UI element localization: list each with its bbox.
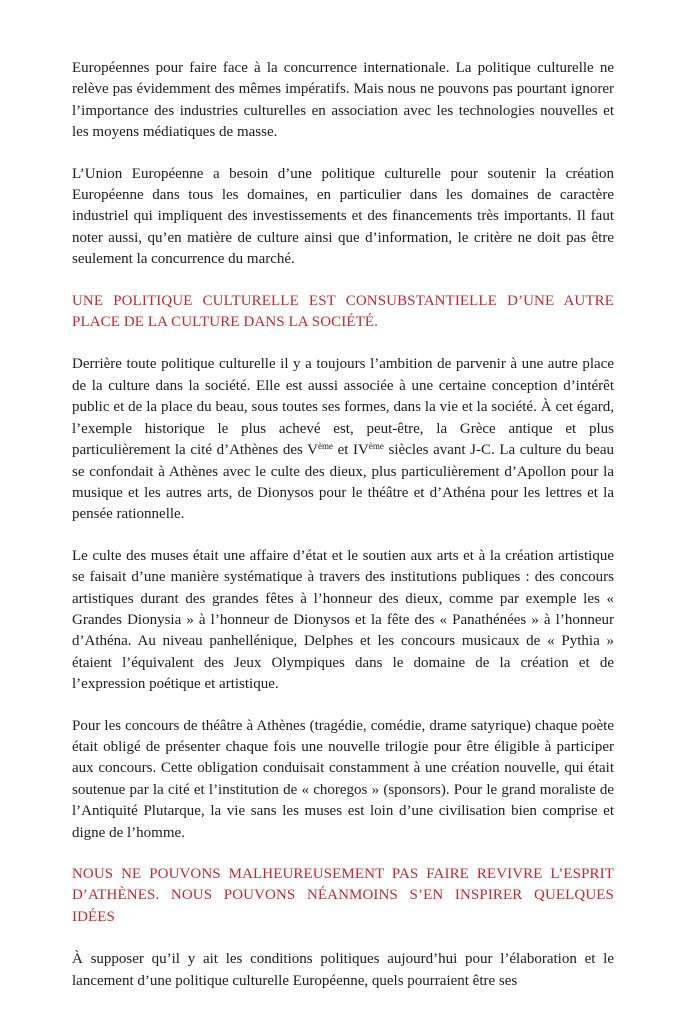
paragraph-athenes-text-b: siècles avant J-C. La culture du beau se confondait à Athènes avec le culte des dieux, plus particulièrement d’Apollon pour la musique et les autres arts, de Dionysos pour le théâtre et d’Athéna pour les lettres et la pensée rationnelle. [72, 442, 614, 523]
paragraph-conditions-politiques: À supposer qu’il y ait les conditions politiques aujourd’hui pour l’élaboration et le lancement d’une politique culturelle Européenne, quels pourraient être ses [72, 951, 614, 989]
document-page [72, 58, 614, 992]
paragraph-concurrence: Européennes pour faire face à la concurrence internationale. La politique culturelle ne relève pas évidemment des mêmes impératifs. Mais nous ne pouvons pas pourtant ignorer l’importance des industries culturelles en association avec les technologies nouvelles et les moyens médiatiques de masse. [72, 60, 614, 141]
paragraph-athenes [72, 354, 614, 525]
paragraph-athenes-text-mid: et IV [333, 442, 369, 459]
superscript-eme-2: ème [368, 441, 384, 452]
paragraph-athenes-text-a: Derrière toute politique culturelle il y a toujours l’ambition de parvenir à une autre place de la culture dans la société. Elle est aussi associée à une certaine conception d’intérêt public et de la place du beau, sous toutes ses formes, dans la vie et la société. À cet égard, l’exemple historique le plus achevé est, peut-être, la Grèce antique et plus particulièrement la cité d’Athènes des V [72, 356, 614, 459]
section-heading-culture-societe: UNE POLITIQUE CULTURELLE EST CONSUBSTANTIELLE D’UNE AUTRE PLACE DE LA CULTURE DANS LA SOCIÉTÉ. [72, 292, 614, 331]
section-heading-esprit-athenes: NOUS NE POUVONS MALHEUREUSEMENT PAS FAIRE REVIVRE L’ESPRIT D’ATHÈNES. NOUS POUVONS NÉANMOINS S’EN INSPIRER QUELQUES IDÉES [72, 866, 614, 925]
paragraph-culte-des-muses: Le culte des muses était une affaire d’état et le soutien aux arts et à la création artistique se faisait d’une manière systématique à travers des institutions publiques : des concours artistiques durant des grandes fêtes à l’honneur des dieux, comme par exemple les « Grandes Dionysia » à l’honneur de Dionysos et la fête des « Panathénées » à l’honneur d’Athéna. Au niveau panhellénique, Delphes et les concours musicaux de « Pythia » étaient l’équivalent des Jeux Olympiques dans le domaine de la création et de l’expression poétique et artistique. [72, 547, 614, 693]
paragraph-union-europeenne: L’Union Européenne a besoin d’une politique culturelle pour soutenir la création Européenne dans tous les domaines, en particulier dans les domaines de caractère industriel qui impliquent des investissements et des financements très importants. Il faut noter aussi, qu’en matière de culture ainsi que d’information, le critère ne doit pas être seulement la concurrence du marché. [72, 165, 614, 268]
paragraph-concours-theatre: Pour les concours de théâtre à Athènes (tragédie, comédie, drame satyrique) chaque poète était obligé de présenter chaque fois une nouvelle trilogie pour être éligible à participer aux concours. Cette obligation conduisait constamment à une création nouvelle, qui était soutenue par la cité et l’institution de « choregos » (sponsors). Pour le grand moraliste de l’Antiquité Plutarque, la vie sans les muses est loin d’une civilisation bien comprise et digne de l’homme. [72, 717, 614, 841]
superscript-eme-1: ème [318, 441, 334, 452]
